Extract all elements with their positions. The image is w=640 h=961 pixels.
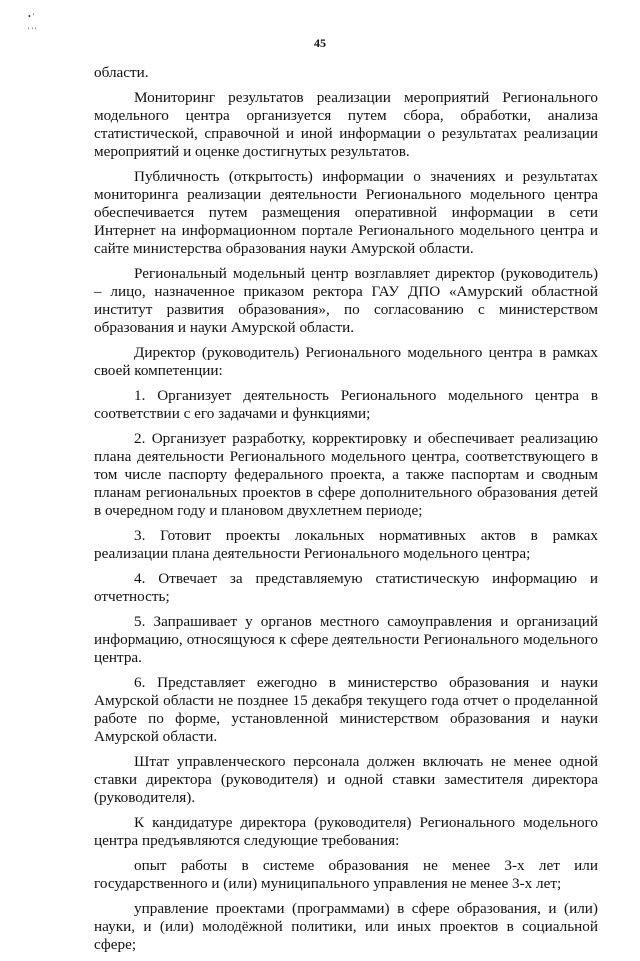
list-item: 6. Представляет ежегодно в министерство образования и науки Амурской области не позднее 15 декабря текущего года отчет о проделанной работе по форме, установленной министерством образования и науки Амурской области. [94, 674, 598, 745]
paragraph: области. [94, 64, 149, 81]
list-item: 3. Готовит проекты локальных нормативных актов в рамках реализации плана деятельности Регионального модельного центра; [94, 527, 598, 562]
scan-marks [28, 10, 36, 38]
list-item: 2. Организует разработку, корректировку и обеспечивает реализацию плана деятельности Регионального модельного центра, соответствующего в том числе паспорту федерального проекта, а также паспортам и сводным планам региональных проектов в сфере дополнительного образования детей в очередном году и плановом двухлетнем периоде; [94, 430, 598, 519]
list-item: 4. Отвечает за представляемую статистическую информацию и отчетность; [94, 570, 598, 605]
document-body [94, 64, 598, 961]
list-item: 1. Организует деятельность Регионального модельного центра в соответствии с его задачами и функциями; [94, 387, 598, 422]
list-item: 5. Запрашивает у органов местного самоуправления и организаций информацию, относящуюся к сфере деятельности Регионального модельного центра. [94, 613, 598, 666]
requirement-item: опыт работы в системе образования не менее 3-х лет или государственного и (или) муниципального управления не менее 3-х лет; [94, 857, 598, 892]
page-number: 45 [314, 36, 326, 50]
paragraph: Региональный модельный центр возглавляет директор (руководитель) – лицо, назначенное приказом ректора ГАУ ДПО «Амурский областной институт развития образования», по согласованию с министерством образования и науки Амурской области. [94, 265, 598, 336]
paragraph: Директор (руководитель) Регионального модельного центра в рамках своей компетенции: [94, 344, 598, 379]
paragraph: Публичность (открытость) информации о значениях и результатах мониторинга реализации деятельности Регионального модельного центра обеспечивается путем размещения оперативной информации в сети Интернет на информационном портале Регионального модельного центра и сайте министерства образования науки Амурской области. [94, 168, 598, 257]
requirement-item: управление проектами (программами) в сфере образования, и (или) науки, и (или) молодёжной политики, или иных проектов в социальной сфере; [94, 900, 598, 953]
paragraph: Мониторинг результатов реализации мероприятий Регионального модельного центра организуется путем сбора, обработки, анализа статистической, справочной и иной информации о результатах реализации мероприятий и оценке достигнутых результатов. [94, 89, 598, 160]
paragraph: Штат управленческого персонала должен включать не менее одной ставки директора (руководителя) и одной ставки заместителя директора (руководителя). [94, 753, 598, 806]
paragraph: К кандидатуре директора (руководителя) Регионального модельного центра предъявляются следующие требования: [94, 814, 598, 849]
scan-mark-line: • ' [28, 12, 35, 21]
scan-mark-line: ' ' ' [28, 26, 37, 35]
